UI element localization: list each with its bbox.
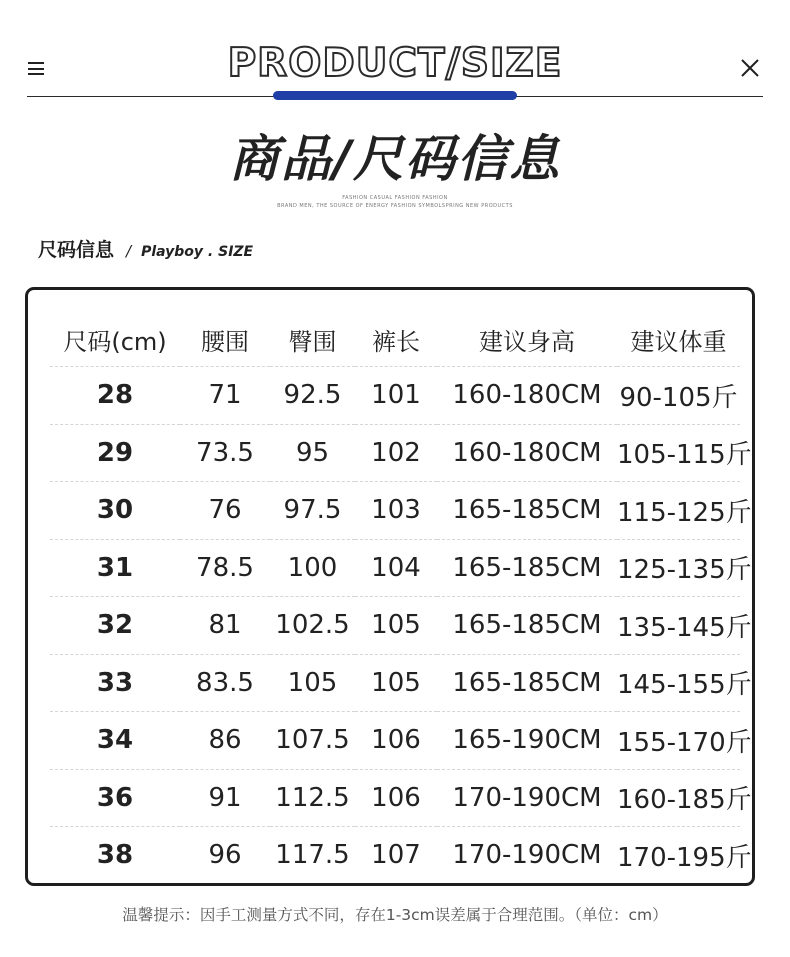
waist-cell: 96 xyxy=(208,840,242,871)
height-cell: 170-190CM xyxy=(452,840,602,871)
section-heading-separator: / xyxy=(126,242,132,260)
page-header-title: PRODUCT/SIZE xyxy=(227,41,563,86)
hip-cell: 102.5 xyxy=(270,597,355,655)
height-cell: 165-185CM xyxy=(437,597,617,655)
size-cell: 28 xyxy=(50,367,180,425)
hip-cell: 112.5 xyxy=(270,769,355,827)
weight-cell: 115-125斤 xyxy=(617,482,740,540)
height-cell: 165-185CM xyxy=(437,539,617,597)
section-heading xyxy=(38,236,253,266)
header-accent-bar xyxy=(273,91,517,100)
size-cell: 33 xyxy=(50,654,180,712)
table-row xyxy=(50,424,740,482)
table-row xyxy=(50,539,740,597)
hip-cell: 117.5 xyxy=(275,840,350,871)
waist-cell: 78.5 xyxy=(180,539,270,597)
length-cell: 105 xyxy=(355,597,437,655)
tagline-line-2: BRAND MEN, THE SOURCE OF ENERGY FASHION SYMBOLSPRING NEW PRODUCTS xyxy=(277,203,513,209)
size-cell: 29 xyxy=(50,424,180,482)
measurement-note: 温馨提示：因手工测量方式不同，存在1-3cm误差属于合理范围。（单位：cm） xyxy=(122,906,668,924)
hip-cell: 92.5 xyxy=(270,367,355,425)
weight-cell: 105-115斤 xyxy=(617,424,740,482)
table-row xyxy=(50,367,740,425)
column-header-weight: 建议体重 xyxy=(617,312,740,367)
height-cell: 160-180CM xyxy=(437,367,617,425)
height-cell: 170-190CM xyxy=(437,769,617,827)
table-row xyxy=(50,654,740,712)
height-cell: 165-185CM xyxy=(437,654,617,712)
weight-cell: 160-185斤 xyxy=(617,769,740,827)
height-cell: 160-180CM xyxy=(437,424,617,482)
waist-cell: 76 xyxy=(180,482,270,540)
waist-cell: 81 xyxy=(180,597,270,655)
table-row xyxy=(50,482,740,540)
waist-cell: 71 xyxy=(180,367,270,425)
length-cell: 106 xyxy=(355,712,437,770)
hip-cell: 95 xyxy=(270,424,355,482)
length-cell: 105 xyxy=(355,654,437,712)
waist-cell: 86 xyxy=(180,712,270,770)
column-header-height: 建议身高 xyxy=(437,312,617,367)
length-cell: 101 xyxy=(355,367,437,425)
hip-cell: 107.5 xyxy=(270,712,355,770)
weight-cell: 90-105斤 xyxy=(617,367,740,425)
section-heading-subtitle: Playboy . SIZE xyxy=(141,244,254,260)
waist-cell: 83.5 xyxy=(180,654,270,712)
size-cell: 38 xyxy=(96,840,134,871)
table-header-row xyxy=(50,312,740,367)
waist-cell: 91 xyxy=(180,769,270,827)
table-row xyxy=(50,712,740,770)
length-cell: 102 xyxy=(355,424,437,482)
weight-cell: 170-195斤 xyxy=(617,842,752,873)
size-table xyxy=(50,312,752,884)
close-icon[interactable] xyxy=(738,56,762,80)
table-row xyxy=(50,827,740,884)
length-cell: 106 xyxy=(355,769,437,827)
column-header-size: 尺码(cm) xyxy=(50,312,180,367)
column-header-waist: 腰围 xyxy=(180,312,270,367)
tagline-line-1: FASHION CASUAL FASHION FASHION xyxy=(342,195,448,201)
table-row xyxy=(50,597,740,655)
section-heading-title: 尺码信息 xyxy=(38,239,115,261)
hip-cell: 105 xyxy=(270,654,355,712)
column-header-length: 裤长 xyxy=(355,312,437,367)
size-cell: 31 xyxy=(50,539,180,597)
size-cell: 32 xyxy=(50,597,180,655)
weight-cell: 155-170斤 xyxy=(617,712,740,770)
column-header-hip: 臀围 xyxy=(270,312,355,367)
weight-cell: 135-145斤 xyxy=(617,597,740,655)
hip-cell: 100 xyxy=(270,539,355,597)
size-cell: 36 xyxy=(50,769,180,827)
weight-cell: 125-135斤 xyxy=(617,539,740,597)
height-cell: 165-190CM xyxy=(437,712,617,770)
length-cell: 103 xyxy=(355,482,437,540)
length-cell: 104 xyxy=(355,539,437,597)
table-row xyxy=(50,769,740,827)
weight-cell: 145-155斤 xyxy=(617,654,740,712)
hip-cell: 97.5 xyxy=(270,482,355,540)
height-cell: 165-185CM xyxy=(437,482,617,540)
main-title: 商品/尺码信息 xyxy=(228,130,562,188)
size-cell: 34 xyxy=(50,712,180,770)
size-table-frame xyxy=(25,287,755,886)
size-cell: 30 xyxy=(50,482,180,540)
length-cell: 107 xyxy=(371,840,421,871)
waist-cell: 73.5 xyxy=(180,424,270,482)
